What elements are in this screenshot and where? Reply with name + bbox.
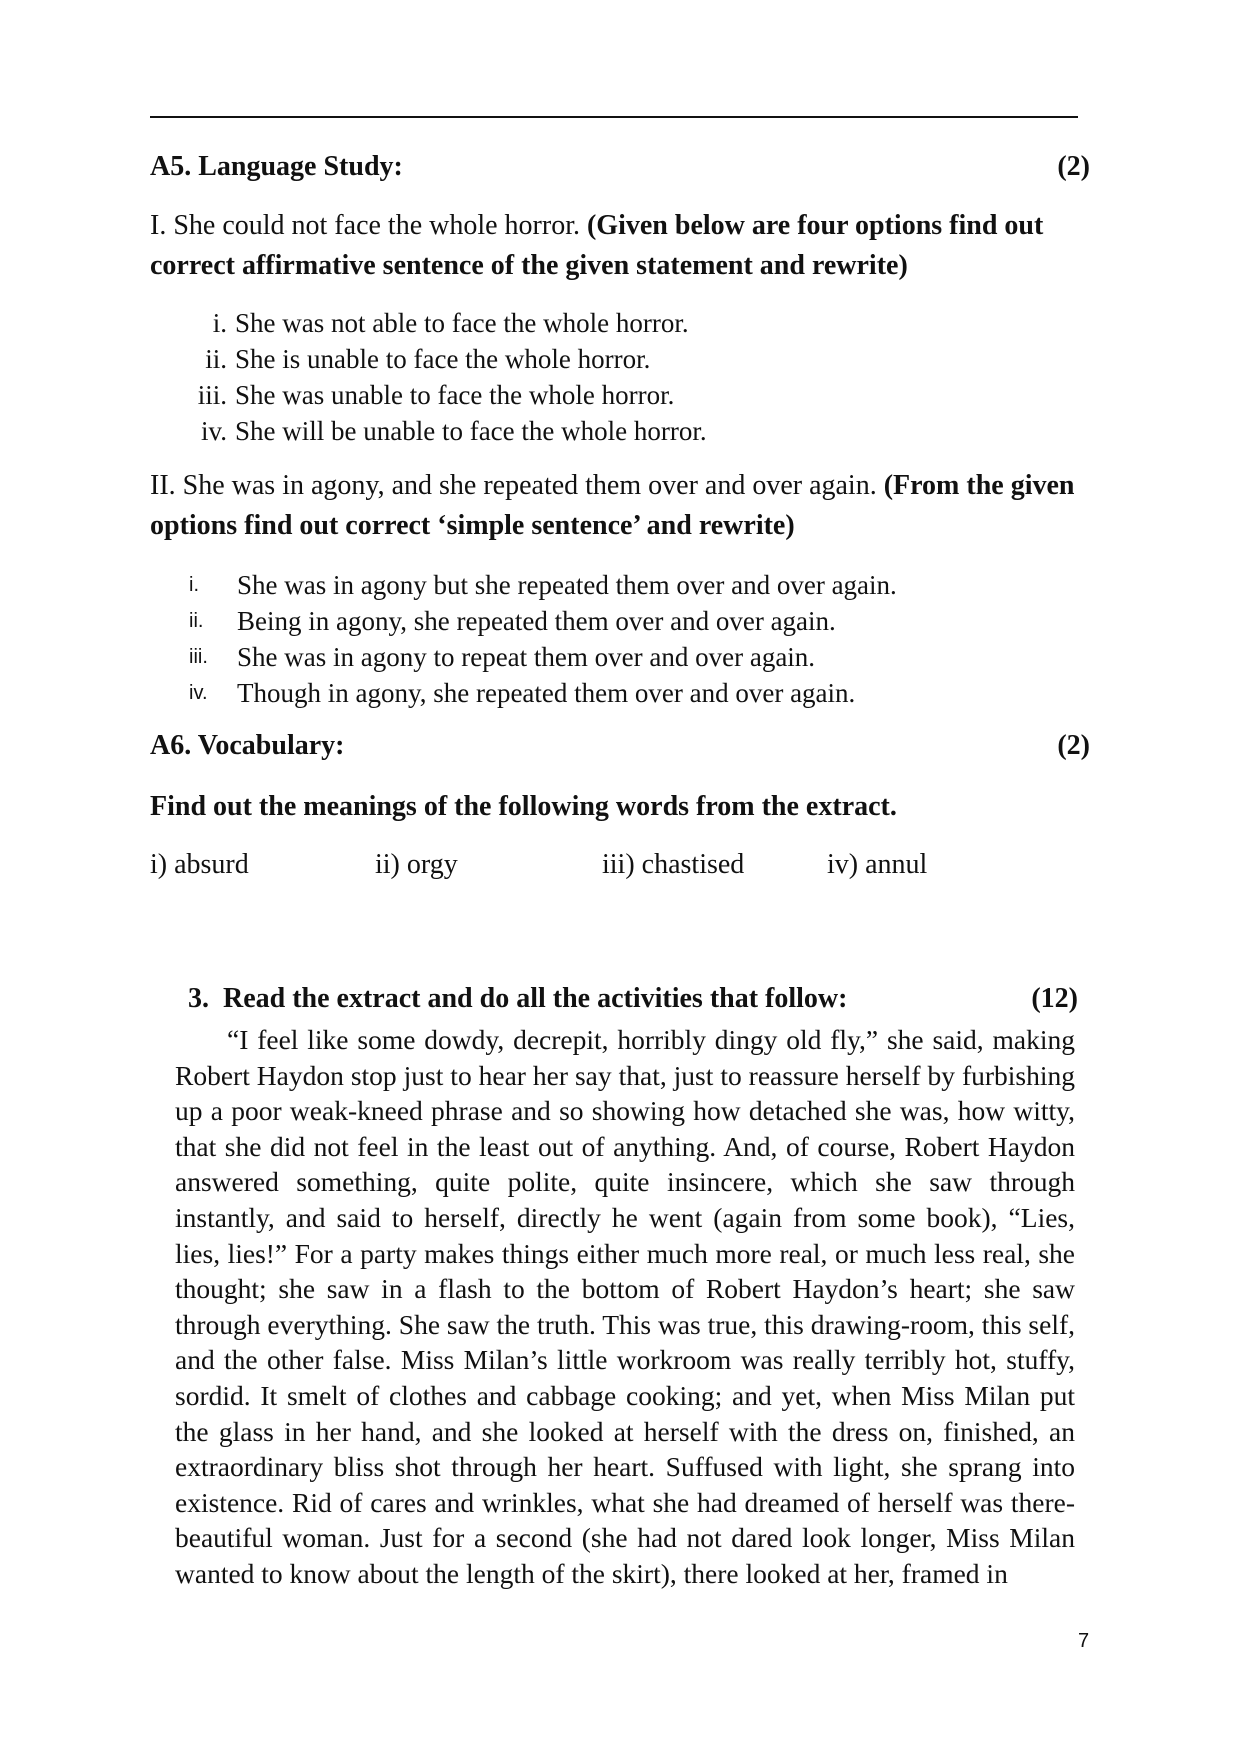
list-item: i. She was in agony but she repeated them over and over again. [189,570,897,600]
a6-heading [150,729,1090,763]
list-item: i. She was not able to face the whole horror. [212,308,689,338]
a5-q2-instruction: (From the given options find out correct ‘simple sentence’ and rewrite) [150,470,1075,541]
top-rule [150,116,1078,118]
a5-q1-options [185,305,707,449]
a5-question-2 [150,466,1095,546]
a5-heading [150,150,1090,184]
a6-instruction: Find out the meanings of the following words from the extract. [150,791,897,822]
a5-q1-sentence: I. She could not face the whole horror. [150,210,587,241]
vocab-word: i) absurd [150,849,249,880]
q3-extract: “I feel like some dowdy, decrepit, horribly dingy old fly,” she said, making Robert Haydon stop just to hear her say that, just to reassure herself by furbishing up a poor weak-kneed phrase and so showing how detached she was, how witty, that she did not feel in the least out of anything. And, of course, Robert Haydon answered something, quite polite, quite insincere, which she saw through instantly, and said to herself, directly he went (again from some book), “Lies, lies, lies!” For a party makes things either much more real, or much less real, she thought; she saw in a flash to the bottom of Robert Haydon’s heart; she saw through everything. She saw the truth. This was true, this drawing-room, this self, and the other false. Miss Milan’s little workroom was really terribly hot, stuffy, sordid. It smelt of clothes and cabbage cooking; and yet, when Miss Milan put the glass in her hand, and she looked at herself with the dress on, finished, an extraordinary bliss shot through her heart. Suffused with light, she sprang into existence. Rid of cares and wrinkles, what she had dreamed of herself was there-beautiful woman. Just for a second (she had not dared look longer, Miss Milan wanted to know about the length of the skirt), there looked at her, framed in [175,1024,1075,1589]
list-item: ii. She is unable to face the whole horror. [205,344,651,374]
page-number: 7 [1078,1630,1090,1652]
a5-question-1 [150,206,1095,286]
vocab-word: ii) orgy [375,849,458,880]
list-item: iii. She was unable to face the whole horror. [197,380,675,410]
list-item: iv. She will be unable to face the whole horror. [201,416,707,446]
a6-title: A6. Vocabulary: [150,730,345,761]
q3-title: 3. Read the extract and do all the activities that follow: [188,983,848,1014]
a5-marks: (2) [1057,151,1090,182]
a5-q2-sentence: II. She was in agony, and she repeated them over and over again. [150,470,884,501]
list-item: ii. Being in agony, she repeated them over and over again. [189,606,836,636]
a5-q2-options [185,567,897,711]
a5-q1-instruction: (Given below are four options find out correct affirmative sentence of the given statement and rewrite) [150,210,1044,281]
vocab-word: iii) chastised [602,849,745,880]
list-item: iv. Though in agony, she repeated them over and over again. [189,678,856,708]
q3-marks: (12) [1031,983,1078,1014]
vocab-word: iv) annul [827,849,928,880]
a5-title: A5. Language Study: [150,151,403,182]
q3-heading [188,982,1078,1016]
list-item: iii. She was in agony to repeat them over and over again. [189,642,816,672]
a6-marks: (2) [1057,730,1090,761]
